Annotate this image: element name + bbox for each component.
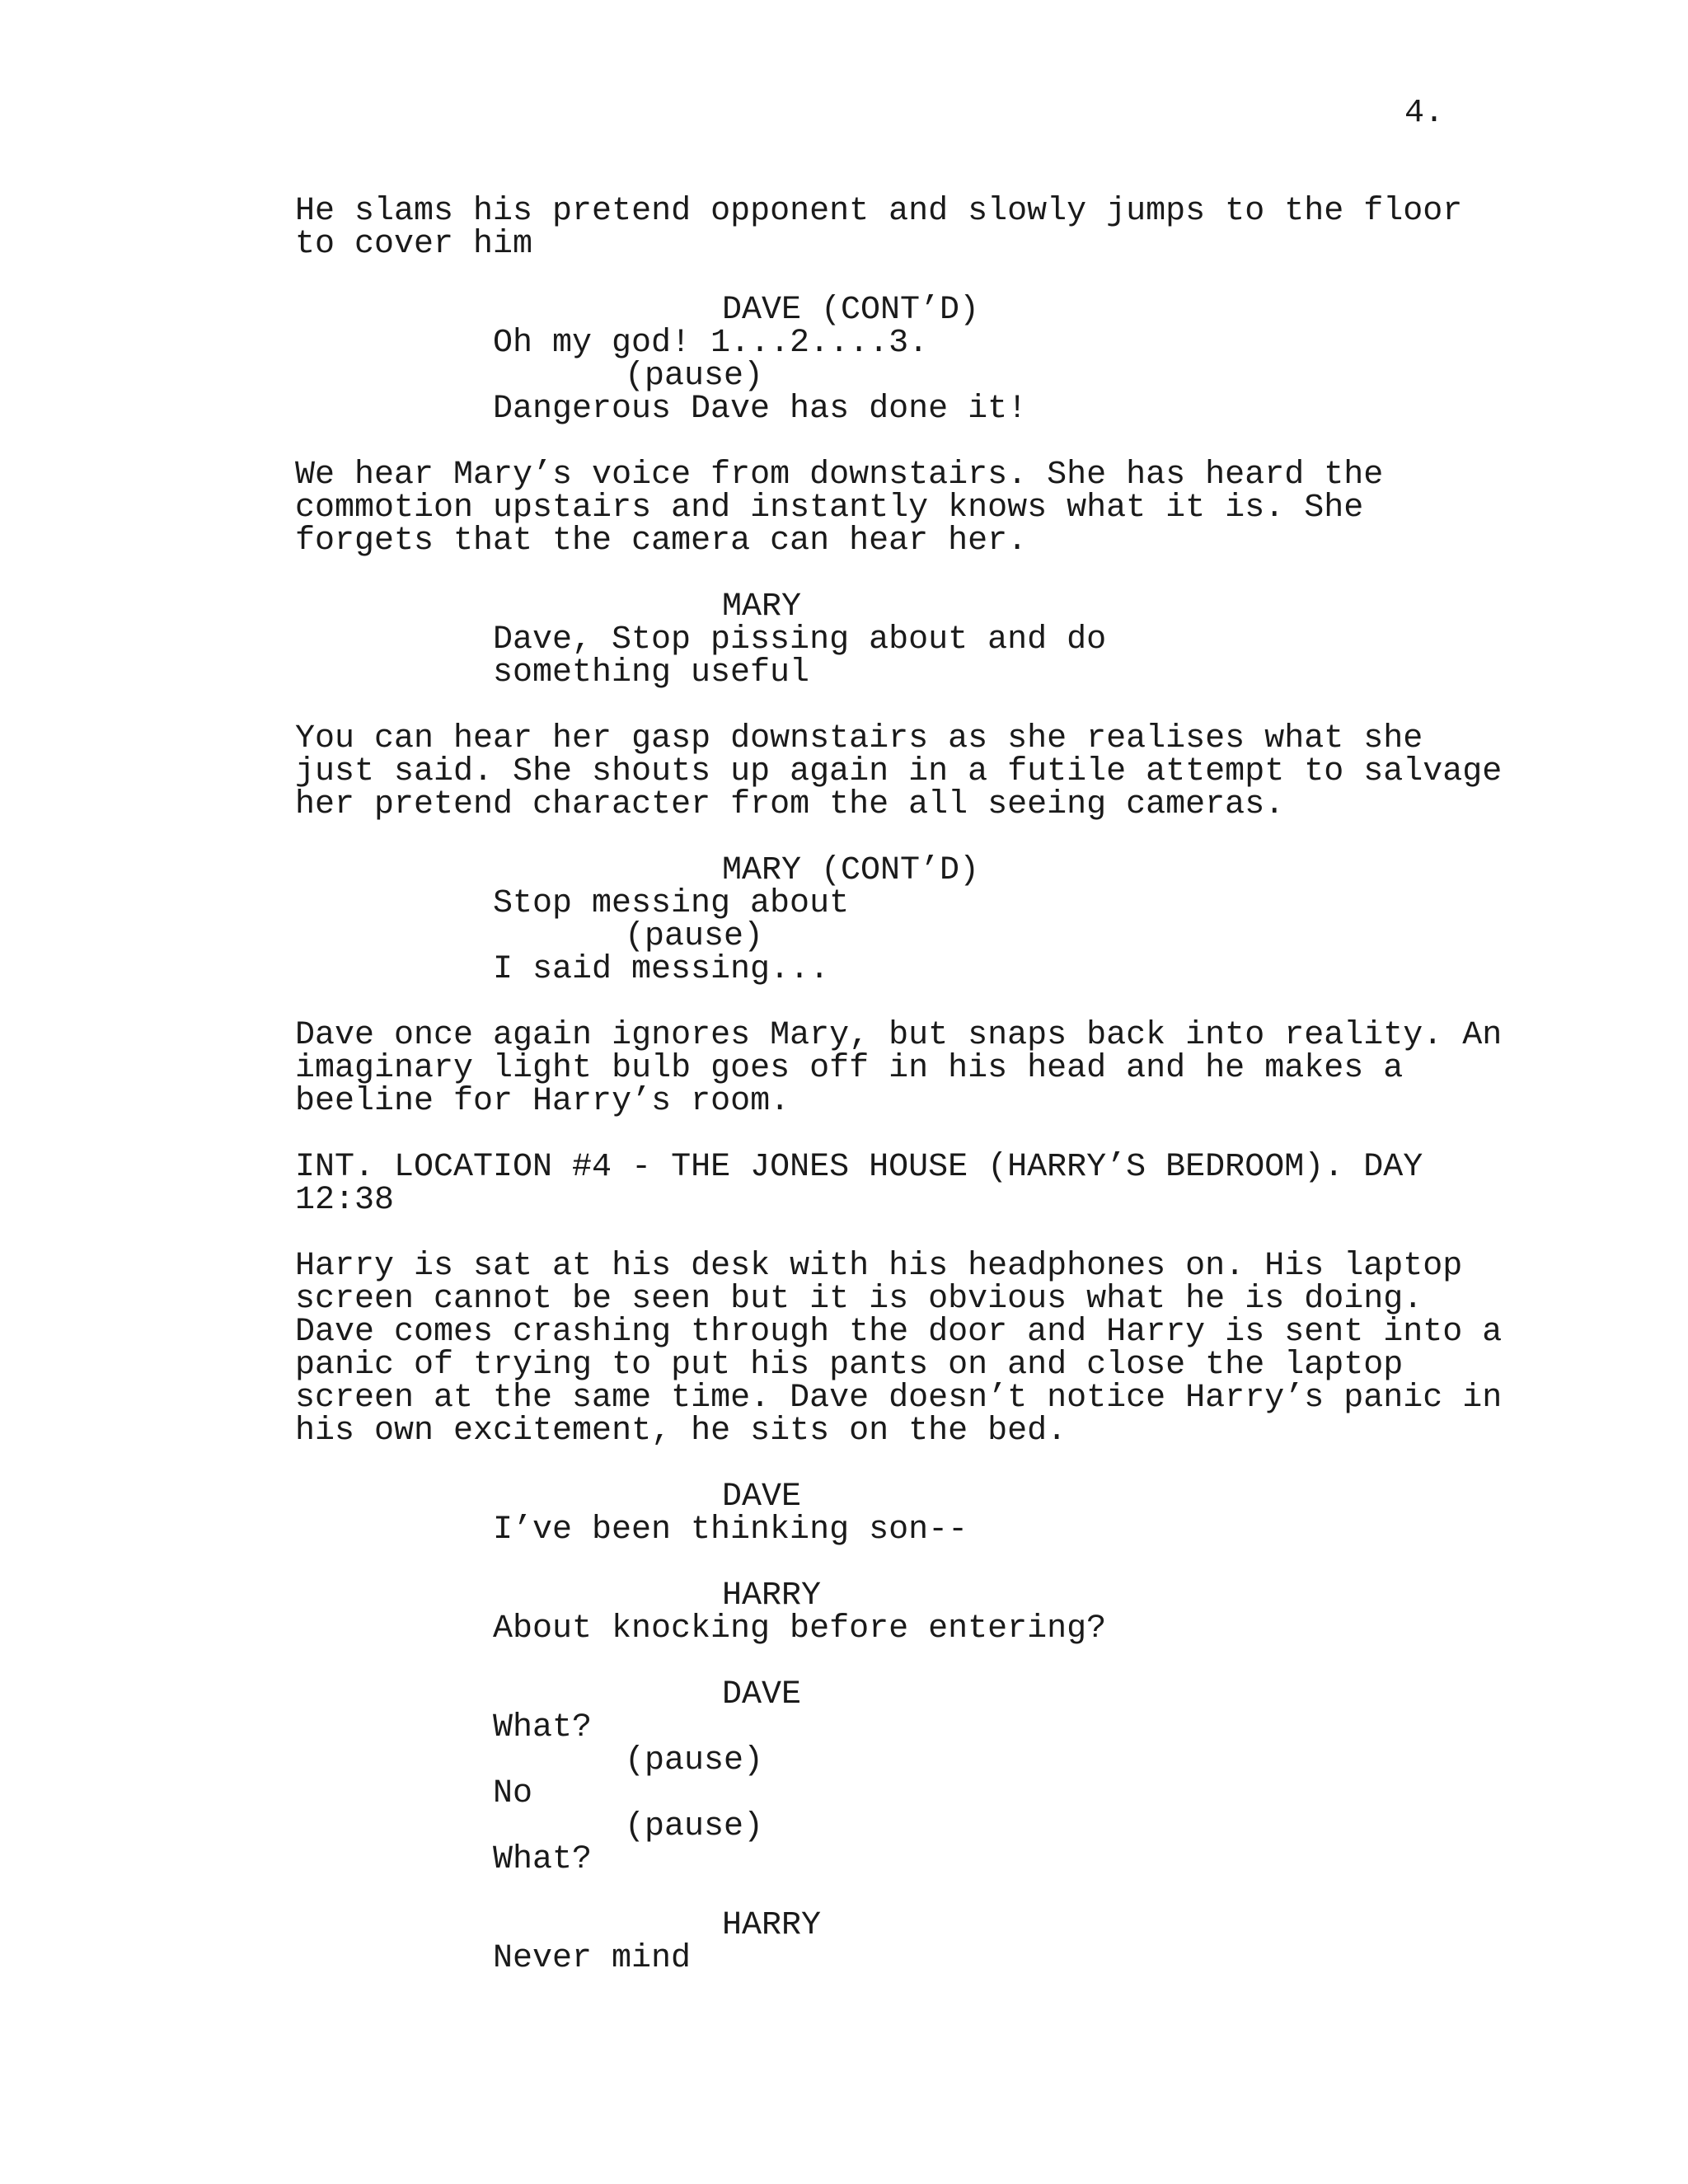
scene-heading: INT. LOCATION #4 - THE JONES HOUSE (HARRY’S BEDROOM). DAY 12:38 xyxy=(295,1149,1423,1219)
dialogue-line: Stop messing about xyxy=(493,885,850,922)
dialogue-line: No xyxy=(493,1775,533,1812)
dialogue-line: Oh my god! 1...2....3. xyxy=(493,325,929,362)
action-line: Dave once again ignores Mary, but snaps back into reality. An imaginary light bulb goes off in his head and he makes a beeline for Harry’s room. xyxy=(295,1017,1503,1120)
character-name: HARRY xyxy=(722,1907,822,1944)
character-name: HARRY xyxy=(722,1577,822,1615)
dialogue-line: I’ve been thinking son-- xyxy=(493,1511,968,1549)
action-line: Harry is sat at his desk with his headphones on. His laptop screen cannot be seen but it is obvious what he is doing. Dave comes crashing through the door and Harry is sent into a panic of trying to put his pants on and close the laptop screen at the same time. Dave doesn’t notice Harry’s panic in his own excitement, he sits on the bed. xyxy=(295,1248,1503,1450)
parenthetical: (pause) xyxy=(625,1742,764,1779)
parenthetical: (pause) xyxy=(625,358,764,395)
dialogue-line: Never mind xyxy=(493,1940,692,1977)
action-line: You can hear her gasp downstairs as she realises what she just said. She shouts up again in a futile attempt to salvage her pretend character from the all seeing cameras. xyxy=(295,720,1503,823)
action-line: He slams his pretend opponent and slowly jumps to the floor to cover him xyxy=(295,193,1463,263)
dialogue-line: I said messing... xyxy=(493,951,830,988)
character-name: DAVE (CONT’D) xyxy=(722,292,980,329)
dialogue-line: What? xyxy=(493,1709,593,1746)
action-line: We hear Mary’s voice from downstairs. She has heard the commotion upstairs and instantly knows what it is. She forgets that the camera can hear her. xyxy=(295,457,1384,560)
dialogue-line: Dangerous Dave has done it! xyxy=(493,391,1028,428)
dialogue-line: What? xyxy=(493,1841,593,1878)
script-body xyxy=(295,195,1515,1975)
parenthetical: (pause) xyxy=(625,1808,764,1845)
character-name: MARY (CONT’D) xyxy=(722,852,980,889)
parenthetical: (pause) xyxy=(625,918,764,955)
dialogue-line: About knocking before entering? xyxy=(493,1610,1107,1647)
character-name: DAVE xyxy=(722,1676,802,1713)
dialogue-line: Dave, Stop pissing about and do something useful xyxy=(493,621,1107,691)
character-name: MARY xyxy=(722,588,802,626)
page-number: 4. xyxy=(1404,95,1445,132)
character-name: DAVE xyxy=(722,1479,802,1516)
